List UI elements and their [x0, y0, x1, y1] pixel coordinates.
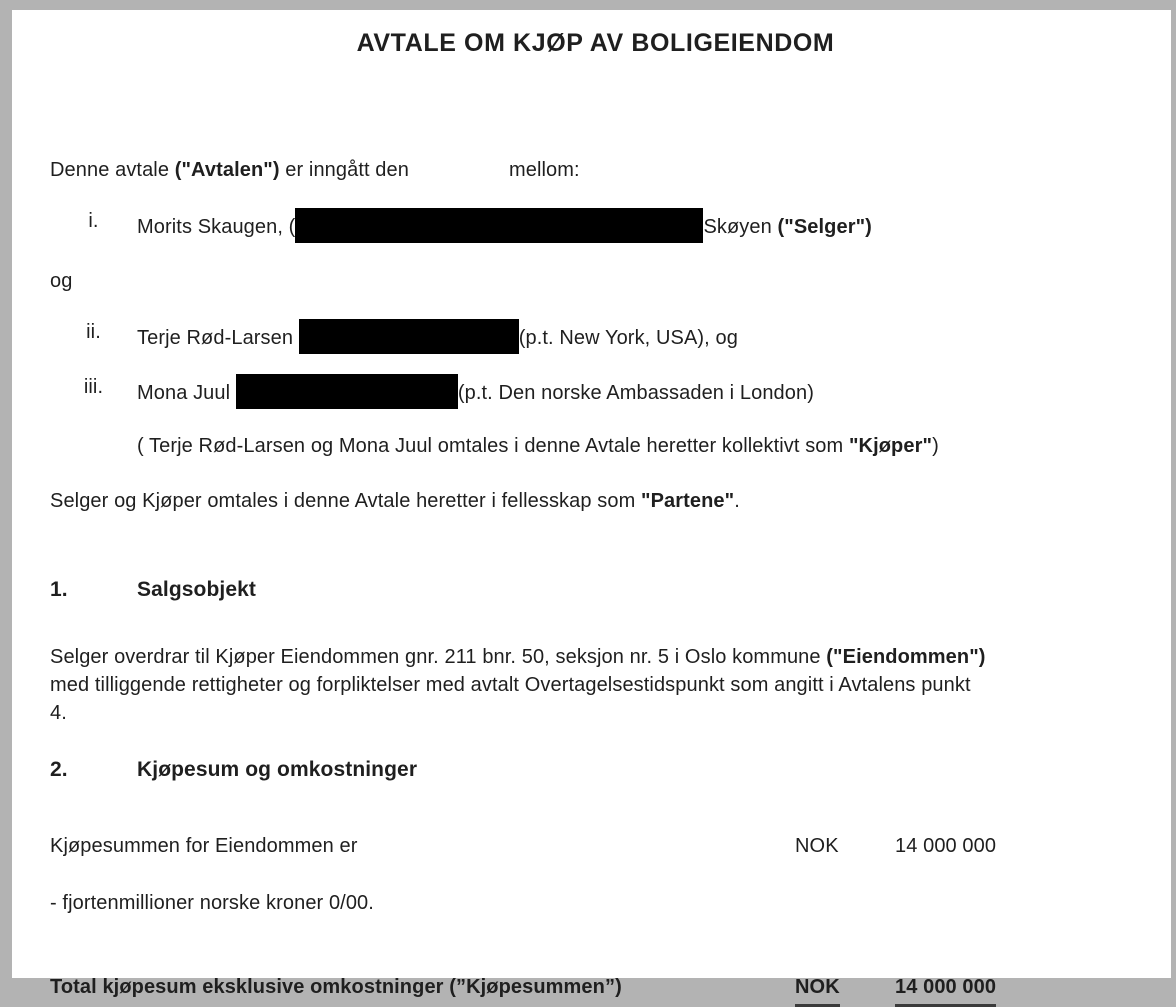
defined-term-partene: "Partene"	[640, 490, 735, 512]
list-marker-iii: iii.	[83, 376, 104, 398]
party-buyer1-name: Terje Rød-Larsen	[137, 327, 299, 349]
price-currency: NOK	[795, 835, 839, 857]
partene-post: .	[734, 490, 740, 512]
defined-term-eiendommen: ("Eiendommen")	[826, 646, 986, 668]
party-buyer2-place: (p.t. Den norske Ambassaden i London)	[457, 382, 814, 404]
price-amount: 14 000 000	[895, 835, 997, 857]
party-seller-text	[137, 208, 1141, 243]
section-1-paragraph	[50, 643, 1142, 727]
list-marker-i: i.	[88, 210, 99, 232]
total-amount: 14 000 000	[895, 974, 996, 1007]
partene-definition-line	[50, 488, 1141, 515]
section-1-title: Salgsobjekt	[137, 578, 256, 601]
section-2-number: 2.	[50, 758, 68, 781]
section-2-heading	[50, 756, 1141, 783]
intro-pre: Denne avtale	[50, 159, 175, 181]
redaction-bar	[236, 374, 458, 409]
price-label: Kjøpesummen for Eiendommen er	[50, 835, 358, 857]
partene-pre: Selger og Kjøper omtales i denne Avtale heretter i fellesskap som	[50, 490, 641, 512]
amount-in-words-line: - fjortenmillioner norske kroner 0/00.	[50, 892, 374, 914]
purchase-price-row	[50, 833, 1176, 861]
defined-term-avtalen: ("Avtalen")	[174, 159, 280, 181]
s1-line1: Selger overdrar til Kjøper Eiendommen gnr. 211 bnr. 50, seksjon nr. 5 i Oslo kommune	[50, 646, 827, 668]
intro-mid: er inngått den	[279, 159, 409, 181]
party-item-buyer-2	[50, 374, 1141, 409]
intro-tail: mellom:	[508, 159, 580, 181]
defined-term-kjoper: "Kjøper"	[848, 435, 933, 457]
collective-pre: ( Terje Rød-Larsen og Mona Juul omtales i denne Avtale heretter kollektivt som	[137, 435, 849, 457]
collective-definition-line	[137, 433, 1141, 460]
list-marker-ii: ii.	[86, 321, 101, 343]
section-1-heading	[50, 576, 1141, 603]
party-buyer1-place: (p.t. New York, USA), og	[518, 327, 738, 349]
conjunction-og: og	[50, 270, 73, 292]
total-currency: NOK	[795, 974, 840, 1007]
collective-post: )	[932, 435, 939, 457]
party-buyer2-name: Mona Juul	[137, 382, 236, 404]
party-seller-place: Skøyen	[703, 216, 778, 238]
party-item-buyer-1	[50, 319, 1141, 354]
section-1-number: 1.	[50, 578, 68, 601]
party-item-seller	[50, 208, 1141, 243]
document-page	[12, 10, 1171, 998]
party-buyer1-text	[137, 319, 1141, 354]
redaction-bar	[299, 319, 519, 354]
party-seller-name: Morits Skaugen, (	[137, 216, 296, 238]
document-title: AVTALE OM KJØP AV BOLIGEIENDOM	[356, 29, 835, 57]
intro-line	[50, 157, 1141, 184]
total-price-row	[50, 974, 1176, 1006]
s1-line3: 4.	[50, 702, 67, 724]
party-buyer2-text	[137, 374, 1141, 409]
section-2-title: Kjøpesum og omkostninger	[137, 758, 418, 781]
redaction-bar	[295, 208, 703, 243]
total-label: Total kjøpesum eksklusive omkostninger (”Kjøpesummen”)	[50, 976, 622, 998]
s1-line2: med tilliggende rettigheter og forpliktelser med avtalt Overtagelsestidspunkt som angitt i Avtalens punkt	[50, 674, 971, 696]
defined-term-selger: ("Selger")	[777, 216, 872, 238]
